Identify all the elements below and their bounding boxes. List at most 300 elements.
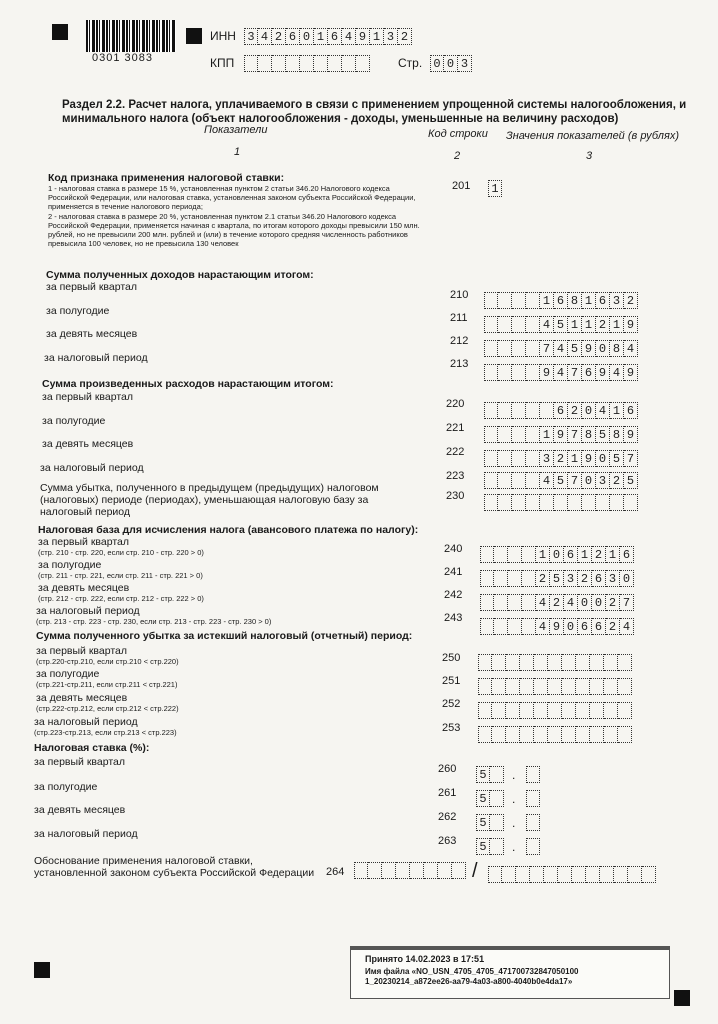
digit-cell[interactable] [526, 838, 540, 855]
digit-cell[interactable]: 9 [596, 364, 610, 381]
digit-cell[interactable] [526, 364, 540, 381]
rate-integer-field-260[interactable] [476, 766, 504, 783]
digit-cell[interactable] [492, 726, 506, 743]
digit-cell[interactable] [244, 55, 258, 72]
digit-cell[interactable] [522, 546, 536, 563]
digit-cell[interactable] [520, 678, 534, 695]
digit-cell[interactable] [498, 364, 512, 381]
page-number-field[interactable] [430, 55, 472, 72]
digit-cell[interactable] [498, 450, 512, 467]
digit-cell[interactable]: 2 [606, 618, 620, 635]
digit-cell[interactable]: 5 [476, 790, 490, 807]
digit-cell[interactable]: 4 [342, 28, 356, 45]
digit-cell[interactable]: 4 [540, 472, 554, 489]
digit-cell[interactable] [506, 678, 520, 695]
digit-cell[interactable] [506, 726, 520, 743]
digit-cell[interactable] [512, 402, 526, 419]
rate-fraction-field-263[interactable] [526, 838, 540, 855]
digit-cell[interactable]: 5 [610, 450, 624, 467]
row-label: за полугодие [38, 559, 102, 571]
digit-cell[interactable]: 1 [370, 28, 384, 45]
digit-cell[interactable]: 4 [624, 340, 638, 357]
digit-cell[interactable] [484, 402, 498, 419]
value-field-211[interactable] [484, 316, 638, 333]
digit-cell[interactable]: 3 [610, 292, 624, 309]
line-code-260: 260 [438, 763, 457, 775]
digit-cell[interactable]: 2 [578, 570, 592, 587]
digit-cell[interactable] [410, 862, 424, 879]
digit-cell[interactable]: 5 [596, 426, 610, 443]
value-field-221[interactable] [484, 426, 638, 443]
value-field-242[interactable] [480, 594, 634, 611]
digit-cell[interactable] [534, 702, 548, 719]
digit-cell[interactable]: 5 [476, 814, 490, 831]
digit-cell[interactable] [618, 678, 632, 695]
digit-cell[interactable]: 1 [578, 546, 592, 563]
row-formula: (стр.221-стр.211, если стр.211 < стр.221) [36, 680, 178, 689]
digit-cell[interactable] [562, 702, 576, 719]
line-code-240: 240 [444, 543, 463, 555]
digit-cell[interactable] [512, 494, 526, 511]
digit-cell[interactable] [512, 450, 526, 467]
digit-cell[interactable] [526, 292, 540, 309]
digit-cell[interactable]: 0 [300, 28, 314, 45]
digit-cell[interactable] [484, 364, 498, 381]
value-field-253[interactable] [478, 726, 632, 743]
line-code-261: 261 [438, 787, 457, 799]
digit-cell[interactable] [492, 654, 506, 671]
digit-cell[interactable] [258, 55, 272, 72]
digit-cell[interactable] [314, 55, 328, 72]
value-field-222[interactable] [484, 450, 638, 467]
digit-cell[interactable] [600, 866, 614, 883]
digit-cell[interactable] [520, 702, 534, 719]
digit-cell[interactable]: 3 [564, 570, 578, 587]
digit-cell[interactable]: 6 [592, 618, 606, 635]
digit-cell[interactable]: 0 [578, 594, 592, 611]
digit-cell[interactable]: 2 [554, 450, 568, 467]
rate-fraction-field-261[interactable] [526, 790, 540, 807]
digit-cell[interactable] [572, 866, 586, 883]
digit-cell[interactable] [526, 450, 540, 467]
digit-cell[interactable] [508, 570, 522, 587]
digit-cell[interactable]: 2 [272, 28, 286, 45]
digit-cell[interactable] [642, 866, 656, 883]
digit-cell[interactable] [494, 570, 508, 587]
digit-cell[interactable] [512, 426, 526, 443]
digit-cell[interactable]: 2 [610, 472, 624, 489]
digit-cell[interactable]: 0 [596, 340, 610, 357]
digit-cell[interactable] [590, 678, 604, 695]
digit-cell[interactable]: 4 [554, 364, 568, 381]
digit-cell[interactable]: 4 [540, 316, 554, 333]
digit-cell[interactable] [478, 678, 492, 695]
digit-cell[interactable] [478, 726, 492, 743]
rate-fraction-field-262[interactable] [526, 814, 540, 831]
digit-cell[interactable]: 6 [596, 292, 610, 309]
digit-cell[interactable] [522, 618, 536, 635]
digit-cell[interactable] [490, 838, 504, 855]
rate-integer-field-262[interactable] [476, 814, 504, 831]
digit-cell[interactable] [512, 364, 526, 381]
value-field-250[interactable] [478, 654, 632, 671]
digit-cell[interactable]: 5 [550, 570, 564, 587]
digit-cell[interactable] [424, 862, 438, 879]
digit-cell[interactable]: 2 [568, 402, 582, 419]
digit-cell[interactable] [590, 726, 604, 743]
digit-cell[interactable]: 9 [582, 340, 596, 357]
digit-cell[interactable] [576, 726, 590, 743]
digit-cell[interactable]: 1 [536, 546, 550, 563]
digit-cell[interactable] [540, 494, 554, 511]
digit-cell[interactable] [484, 450, 498, 467]
digit-cell[interactable] [576, 702, 590, 719]
digit-cell[interactable] [596, 494, 610, 511]
row-label: за налоговый период [36, 605, 140, 617]
digit-cell[interactable] [540, 402, 554, 419]
digit-cell[interactable]: 6 [624, 402, 638, 419]
digit-cell[interactable] [526, 340, 540, 357]
digit-cell[interactable] [586, 866, 600, 883]
digit-cell[interactable]: 2 [536, 570, 550, 587]
value-field-223[interactable] [484, 472, 638, 489]
justification-field-part-1[interactable] [354, 862, 466, 879]
digit-cell[interactable] [354, 862, 368, 879]
digit-cell[interactable] [604, 678, 618, 695]
digit-cell[interactable]: 5 [554, 472, 568, 489]
digit-cell[interactable] [488, 866, 502, 883]
row-label: за девять месяцев [34, 804, 126, 816]
digit-cell[interactable] [484, 316, 498, 333]
digit-cell[interactable] [356, 55, 370, 72]
digit-cell[interactable] [452, 862, 466, 879]
digit-cell[interactable] [534, 726, 548, 743]
digit-cell[interactable]: 1 [582, 292, 596, 309]
digit-cell[interactable]: 0 [582, 472, 596, 489]
acceptance-stamp [350, 946, 670, 999]
digit-cell[interactable]: 1 [568, 450, 582, 467]
expenses-heading: Сумма произведенных расходов нарастающим итогом: [42, 378, 334, 390]
digit-cell[interactable]: 8 [568, 292, 582, 309]
digit-cell[interactable] [534, 654, 548, 671]
line-code-253: 253 [442, 722, 461, 734]
digit-cell[interactable] [498, 402, 512, 419]
digit-cell[interactable]: 6 [582, 364, 596, 381]
digit-cell[interactable] [576, 678, 590, 695]
digit-cell[interactable]: 3 [244, 28, 258, 45]
digit-cell[interactable] [568, 494, 582, 511]
line-code-264: 264 [326, 866, 345, 878]
digit-cell[interactable]: 1 [540, 292, 554, 309]
digit-cell[interactable] [582, 494, 596, 511]
digit-cell[interactable] [328, 55, 342, 72]
digit-cell[interactable]: 0 [592, 594, 606, 611]
digit-cell[interactable] [484, 472, 498, 489]
rate-fraction-field-260[interactable] [526, 766, 540, 783]
digit-cell[interactable] [484, 340, 498, 357]
digit-cell[interactable] [548, 678, 562, 695]
digit-cell[interactable] [498, 472, 512, 489]
digit-cell[interactable]: 9 [624, 316, 638, 333]
corner-marker-bottom-left [34, 962, 50, 978]
digit-cell[interactable]: 5 [624, 472, 638, 489]
digit-cell[interactable] [368, 862, 382, 879]
digit-cell[interactable] [590, 654, 604, 671]
digit-cell[interactable] [272, 55, 286, 72]
digit-cell[interactable]: 0 [596, 450, 610, 467]
previous-loss-field[interactable] [484, 494, 638, 511]
digit-cell[interactable] [506, 702, 520, 719]
digit-cell[interactable] [526, 472, 540, 489]
digit-cell[interactable]: 8 [610, 340, 624, 357]
value-field-210[interactable] [484, 292, 638, 309]
digit-cell[interactable] [480, 594, 494, 611]
value-field-213[interactable] [484, 364, 638, 381]
digit-cell[interactable] [526, 316, 540, 333]
digit-cell[interactable]: 8 [610, 426, 624, 443]
digit-cell[interactable] [438, 862, 452, 879]
digit-cell[interactable] [508, 618, 522, 635]
digit-cell[interactable] [618, 654, 632, 671]
digit-cell[interactable] [342, 55, 356, 72]
digit-cell[interactable]: 5 [476, 766, 490, 783]
digit-cell[interactable] [508, 594, 522, 611]
digit-cell[interactable]: 1 [568, 316, 582, 333]
digit-cell[interactable]: 0 [550, 546, 564, 563]
digit-cell[interactable]: 7 [568, 426, 582, 443]
digit-cell[interactable]: 9 [582, 450, 596, 467]
digit-cell[interactable]: 7 [540, 340, 554, 357]
digit-cell[interactable]: 2 [398, 28, 412, 45]
digit-cell[interactable]: 0 [620, 570, 634, 587]
digit-cell[interactable] [498, 340, 512, 357]
value-field-220[interactable] [484, 402, 638, 419]
value-field-252[interactable] [478, 702, 632, 719]
digit-cell[interactable] [522, 594, 536, 611]
value-field-212[interactable] [484, 340, 638, 357]
digit-cell[interactable] [492, 678, 506, 695]
inn-label: ИНН [210, 29, 236, 43]
digit-cell[interactable] [286, 55, 300, 72]
digit-cell[interactable]: 2 [550, 594, 564, 611]
digit-cell[interactable] [590, 702, 604, 719]
row-label: за девять месяцев [36, 692, 128, 704]
digit-cell[interactable]: 9 [356, 28, 370, 45]
digit-cell[interactable]: 7 [568, 364, 582, 381]
digit-cell[interactable]: 3 [606, 570, 620, 587]
digit-cell[interactable] [526, 426, 540, 443]
digit-cell[interactable] [520, 654, 534, 671]
digit-cell[interactable]: 4 [554, 340, 568, 357]
line-code-212: 212 [450, 335, 469, 347]
digit-cell[interactable] [498, 316, 512, 333]
digit-cell[interactable] [484, 292, 498, 309]
digit-cell[interactable]: 0 [444, 55, 458, 72]
digit-cell[interactable]: 6 [620, 546, 634, 563]
justification-field-part-2[interactable] [488, 866, 656, 883]
row-label: за налоговый период [40, 462, 144, 474]
line-code-223: 223 [446, 470, 465, 482]
digit-cell[interactable]: 4 [536, 618, 550, 635]
digit-cell[interactable]: 7 [568, 472, 582, 489]
value-field-241[interactable] [480, 570, 634, 587]
digit-cell[interactable] [618, 726, 632, 743]
digit-cell[interactable] [576, 654, 590, 671]
digit-cell[interactable]: 2 [624, 292, 638, 309]
digit-cell[interactable]: 4 [536, 594, 550, 611]
digit-cell[interactable] [508, 546, 522, 563]
digit-cell[interactable]: 2 [596, 316, 610, 333]
digit-cell[interactable]: 4 [620, 618, 634, 635]
digit-cell[interactable] [562, 678, 576, 695]
digit-cell[interactable]: 7 [624, 450, 638, 467]
digit-cell[interactable] [502, 866, 516, 883]
digit-cell[interactable]: 0 [430, 55, 444, 72]
digit-cell[interactable]: 4 [258, 28, 272, 45]
digit-cell[interactable]: 4 [596, 402, 610, 419]
digit-cell[interactable]: 9 [624, 364, 638, 381]
rate-sign-field[interactable] [488, 180, 502, 197]
digit-cell[interactable] [506, 654, 520, 671]
value-field-243[interactable] [480, 618, 634, 635]
digit-cell[interactable]: 0 [582, 402, 596, 419]
rate-integer-field-261[interactable] [476, 790, 504, 807]
digit-cell[interactable]: 5 [554, 316, 568, 333]
digit-cell[interactable] [562, 654, 576, 671]
digit-cell[interactable] [618, 702, 632, 719]
digit-cell[interactable] [490, 814, 504, 831]
digit-cell[interactable]: 9 [550, 618, 564, 635]
digit-cell[interactable] [548, 726, 562, 743]
digit-cell[interactable] [512, 340, 526, 357]
digit-cell[interactable] [490, 790, 504, 807]
digit-cell[interactable] [624, 494, 638, 511]
digit-cell[interactable] [478, 702, 492, 719]
digit-cell[interactable]: 1 [540, 426, 554, 443]
line-code-251: 251 [442, 675, 461, 687]
digit-cell[interactable]: 2 [606, 594, 620, 611]
digit-cell[interactable]: 3 [540, 450, 554, 467]
digit-cell[interactable] [300, 55, 314, 72]
digit-cell[interactable]: 9 [554, 426, 568, 443]
digit-cell[interactable] [494, 546, 508, 563]
digit-cell[interactable]: 6 [564, 546, 578, 563]
digit-cell[interactable]: 4 [610, 364, 624, 381]
digit-cell[interactable]: 3 [458, 55, 472, 72]
column-number-3: 3 [586, 150, 593, 162]
income-heading: Сумма полученных доходов нарастающим итогом: [46, 269, 314, 281]
digit-cell[interactable] [544, 866, 558, 883]
digit-cell[interactable] [548, 654, 562, 671]
digit-cell[interactable] [498, 292, 512, 309]
digit-cell[interactable] [534, 678, 548, 695]
digit-cell[interactable]: 5 [568, 340, 582, 357]
row-label: за полугодие [34, 781, 98, 793]
digit-cell[interactable] [480, 570, 494, 587]
digit-cell[interactable] [478, 654, 492, 671]
digit-cell[interactable] [526, 402, 540, 419]
digit-cell[interactable] [614, 866, 628, 883]
inn-field[interactable] [244, 28, 412, 45]
value-field-251[interactable] [478, 678, 632, 695]
digit-cell[interactable] [526, 790, 540, 807]
digit-cell[interactable] [480, 618, 494, 635]
line-code-243: 243 [444, 612, 463, 624]
digit-cell[interactable] [530, 866, 544, 883]
digit-cell[interactable] [382, 862, 396, 879]
digit-cell[interactable]: 9 [624, 426, 638, 443]
digit-cell[interactable] [604, 654, 618, 671]
digit-cell[interactable]: 1 [610, 316, 624, 333]
digit-cell[interactable] [512, 316, 526, 333]
digit-cell[interactable] [512, 472, 526, 489]
digit-cell[interactable]: 5 [476, 838, 490, 855]
digit-cell[interactable]: 1 [606, 546, 620, 563]
row-formula: (стр.222-стр.212, если стр.212 < стр.222) [36, 704, 179, 713]
digit-cell[interactable] [490, 766, 504, 783]
digit-cell[interactable] [628, 866, 642, 883]
digit-cell[interactable] [554, 494, 568, 511]
digit-cell[interactable]: 8 [582, 426, 596, 443]
digit-cell[interactable] [498, 494, 512, 511]
column-header-indicators: Показатели [204, 124, 268, 136]
value-field-240[interactable] [480, 546, 634, 563]
digit-cell[interactable]: 4 [564, 594, 578, 611]
digit-cell[interactable]: 1 [314, 28, 328, 45]
digit-cell[interactable] [520, 726, 534, 743]
digit-cell[interactable] [526, 494, 540, 511]
digit-cell[interactable]: 6 [554, 292, 568, 309]
row-label: за налоговый период [34, 828, 138, 840]
digit-cell[interactable] [492, 702, 506, 719]
digit-cell[interactable]: 6 [592, 570, 606, 587]
digit-cell[interactable]: 6 [328, 28, 342, 45]
digit-cell[interactable]: 3 [596, 472, 610, 489]
digit-cell[interactable] [396, 862, 410, 879]
digit-cell[interactable] [480, 546, 494, 563]
kpp-field[interactable] [244, 55, 370, 72]
digit-cell[interactable] [522, 570, 536, 587]
digit-cell[interactable]: 6 [578, 618, 592, 635]
digit-cell[interactable]: 3 [384, 28, 398, 45]
digit-cell[interactable] [526, 814, 540, 831]
digit-cell[interactable] [494, 594, 508, 611]
digit-cell[interactable]: 1 [582, 316, 596, 333]
digit-cell[interactable]: 6 [286, 28, 300, 45]
digit-cell[interactable]: 1 [488, 180, 502, 197]
digit-cell[interactable] [558, 866, 572, 883]
digit-cell[interactable] [484, 426, 498, 443]
digit-cell[interactable] [610, 494, 624, 511]
digit-cell[interactable] [516, 866, 530, 883]
digit-cell[interactable]: 0 [564, 618, 578, 635]
rate-integer-field-263[interactable] [476, 838, 504, 855]
digit-cell[interactable] [526, 766, 540, 783]
digit-cell[interactable] [498, 426, 512, 443]
digit-cell[interactable] [604, 702, 618, 719]
digit-cell[interactable]: 1 [610, 402, 624, 419]
digit-cell[interactable]: 2 [592, 546, 606, 563]
digit-cell[interactable] [562, 726, 576, 743]
digit-cell[interactable]: 7 [620, 594, 634, 611]
digit-cell[interactable] [604, 726, 618, 743]
digit-cell[interactable] [484, 494, 498, 511]
digit-cell[interactable] [548, 702, 562, 719]
digit-cell[interactable]: 9 [540, 364, 554, 381]
digit-cell[interactable] [494, 618, 508, 635]
digit-cell[interactable]: 6 [554, 402, 568, 419]
digit-cell[interactable] [512, 292, 526, 309]
